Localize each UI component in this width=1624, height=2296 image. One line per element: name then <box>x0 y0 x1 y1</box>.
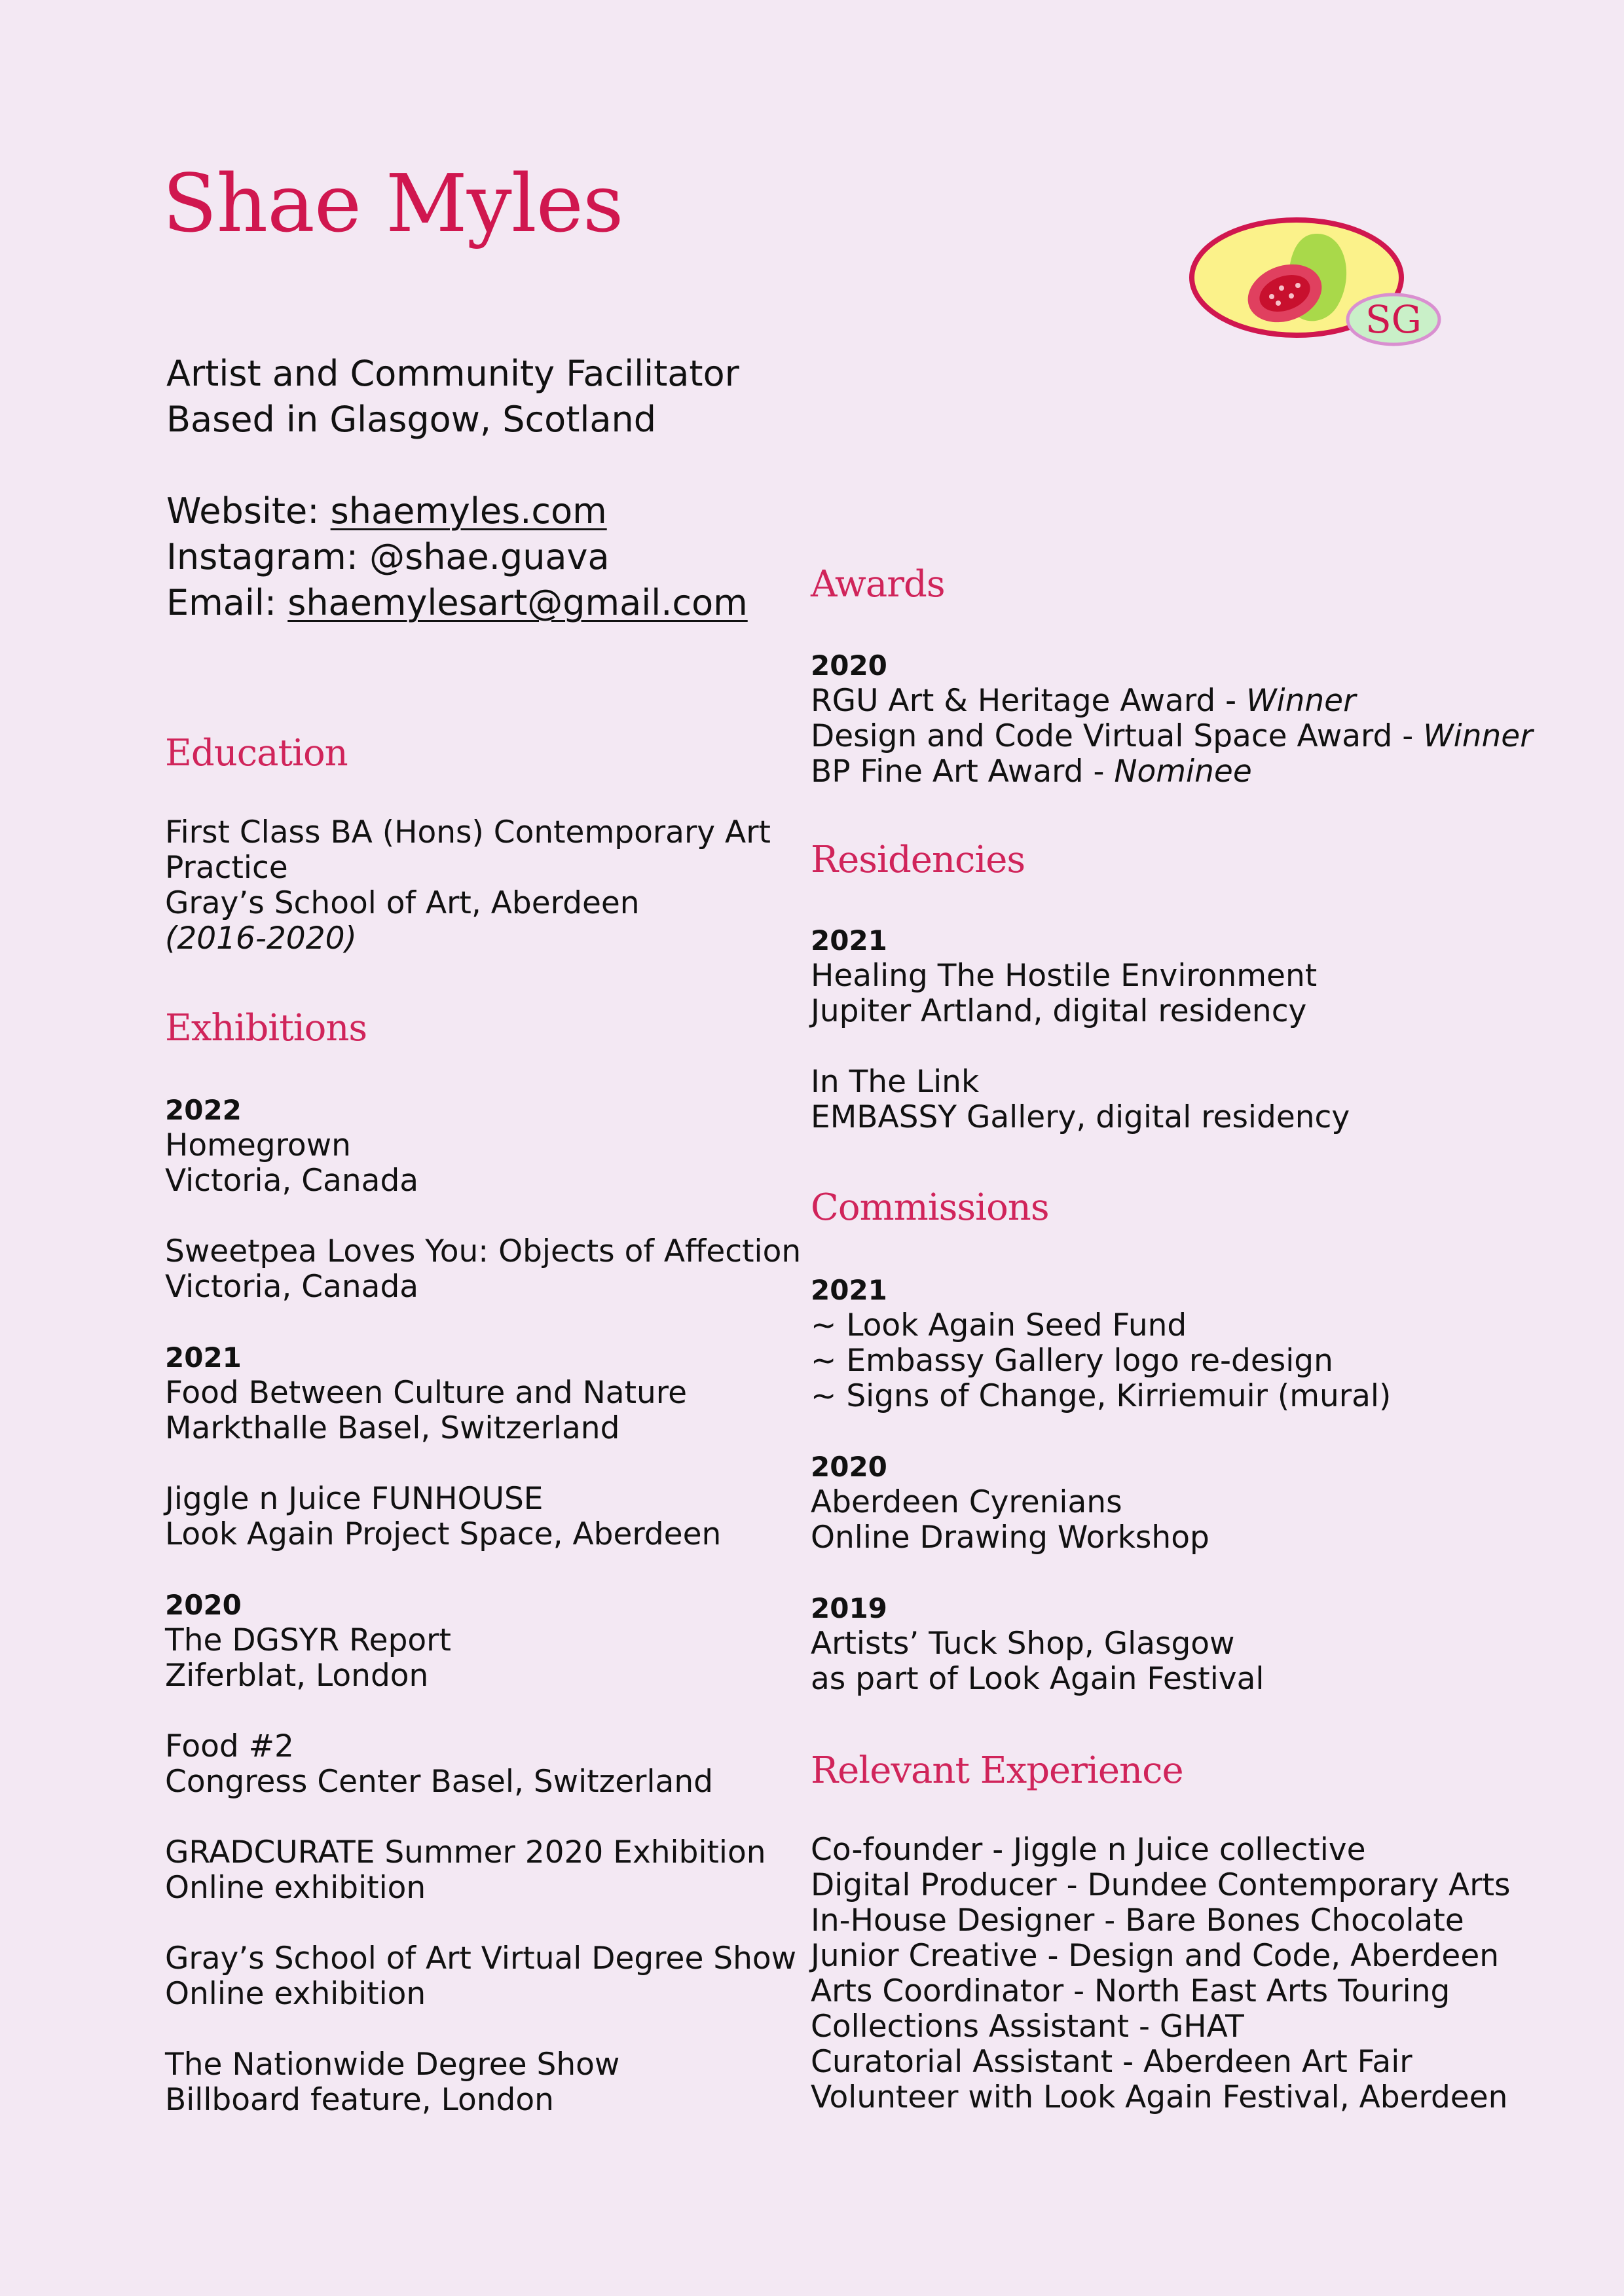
exhibition-place: Online exhibition <box>165 1870 426 1906</box>
exhibition-title: Homegrown <box>165 1127 351 1163</box>
exhibition-title: The Nationwide Degree Show <box>165 2047 620 2083</box>
education-block <box>165 815 771 957</box>
year-label: 2021 <box>165 1341 242 1374</box>
school: Gray’s School of Art, Aberdeen <box>165 885 640 921</box>
education-years: (2016-2020) <box>165 920 357 957</box>
logo-initials: SG <box>1365 297 1422 342</box>
exhibition-place: Online exhibition <box>165 1976 426 2012</box>
commission-title: Artists’ Tuck Shop, Glasgow <box>811 1626 1235 1662</box>
exhibitions-list <box>165 1093 801 2118</box>
experience-item: Curatorial Assistant - Aberdeen Art Fair <box>811 2044 1412 2080</box>
residencies-heading: Residencies <box>811 839 1025 881</box>
residency-place: Jupiter Artland, digital residency <box>811 993 1307 1029</box>
experience-item: Co-founder - Jiggle n Juice collective <box>811 1832 1366 1868</box>
guava-logo-icon <box>1187 215 1449 352</box>
commissions-heading: Commissions <box>811 1186 1049 1229</box>
email-label: Email: <box>166 582 288 623</box>
exhibition-place: Congress Center Basel, Switzerland <box>165 1764 713 1800</box>
year-label: 2020 <box>165 1589 242 1621</box>
website-link[interactable]: shaemyles.com <box>330 490 607 532</box>
instagram-line <box>166 534 821 580</box>
page-title: Shae Myles <box>162 157 623 250</box>
year-label: 2019 <box>811 1592 887 1624</box>
instagram-label: Instagram: <box>166 536 370 577</box>
exhibition-place: Billboard feature, London <box>165 2082 554 2118</box>
experience-item: Collections Assistant - GHAT <box>811 2009 1244 2045</box>
exhibition-title: Gray’s School of Art Virtual Degree Show <box>165 1941 797 1977</box>
instagram-handle: @shae.guava <box>369 536 610 577</box>
awards-heading: Awards <box>811 563 945 606</box>
exhibition-title: The DGSYR Report <box>165 1622 451 1658</box>
commissions-block <box>811 1273 1391 1697</box>
experience-item: Arts Coordinator - North East Arts Touring <box>811 1973 1450 2009</box>
location: Based in Glasgow, Scotland <box>166 399 656 440</box>
education-heading: Education <box>165 732 348 774</box>
experience-item: Junior Creative - Design and Code, Aberdeen <box>811 1938 1500 1974</box>
award-item: BP Fine Art Award - Nominee <box>811 754 1252 790</box>
experience-heading: Relevant Experience <box>811 1749 1183 1792</box>
commission-item: ~ Look Again Seed Fund <box>811 1307 1187 1343</box>
commission-item: ~ Embassy Gallery logo re-design <box>811 1343 1333 1379</box>
website-label: Website: <box>166 490 331 532</box>
award-item: RGU Art & Heritage Award - Winner <box>811 683 1356 719</box>
awards-block <box>811 648 1533 790</box>
commission-item: ~ Signs of Change, Kirriemuir (mural) <box>811 1378 1392 1414</box>
exhibition-title: Food Between Culture and Nature <box>165 1375 688 1411</box>
degree-line-1: First Class BA (Hons) Contemporary Art <box>165 814 771 850</box>
degree-line-2: Practice <box>165 850 288 886</box>
exhibition-place: Victoria, Canada <box>165 1269 419 1305</box>
commission-detail: as part of Look Again Festival <box>811 1661 1264 1697</box>
website-line <box>166 488 821 534</box>
year-label: 2021 <box>811 924 887 957</box>
exhibition-place: Ziferblat, London <box>165 1658 429 1694</box>
year-label: 2020 <box>811 1451 887 1483</box>
experience-item: In-House Designer - Bare Bones Chocolate <box>811 1903 1464 1939</box>
role: Artist and Community Facilitator <box>166 353 739 394</box>
year-label: 2021 <box>811 1274 887 1306</box>
email-link[interactable]: shaemylesart@gmail.com <box>287 582 748 623</box>
award-item: Design and Code Virtual Space Award - Winner <box>811 718 1533 754</box>
residencies-block <box>811 923 1350 1135</box>
commission-title: Aberdeen Cyrenians <box>811 1484 1122 1520</box>
exhibition-title: Sweetpea Loves You: Objects of Affection <box>165 1233 802 1269</box>
exhibition-title: Jiggle n Juice FUNHOUSE <box>165 1481 544 1517</box>
exhibition-title: Food #2 <box>165 1728 294 1764</box>
year-label: 2020 <box>811 649 887 682</box>
residency-title: In The Link <box>811 1064 980 1100</box>
intro-block <box>166 351 821 626</box>
experience-item: Volunteer with Look Again Festival, Aberdeen <box>811 2079 1508 2115</box>
email-line <box>166 580 821 626</box>
residency-title: Healing The Hostile Environment <box>811 958 1318 994</box>
exhibition-place: Markthalle Basel, Switzerland <box>165 1410 620 1446</box>
exhibition-title: GRADCURATE Summer 2020 Exhibition <box>165 1834 766 1870</box>
residency-place: EMBASSY Gallery, digital residency <box>811 1099 1350 1135</box>
experience-item: Digital Producer - Dundee Contemporary Arts <box>811 1867 1511 1903</box>
year-label: 2022 <box>165 1094 242 1126</box>
exhibitions-heading: Exhibitions <box>165 1007 367 1049</box>
exhibition-place: Victoria, Canada <box>165 1163 419 1199</box>
commission-detail: Online Drawing Workshop <box>811 1520 1209 1556</box>
experience-list <box>811 1832 1511 2115</box>
exhibition-place: Look Again Project Space, Aberdeen <box>165 1516 722 1552</box>
